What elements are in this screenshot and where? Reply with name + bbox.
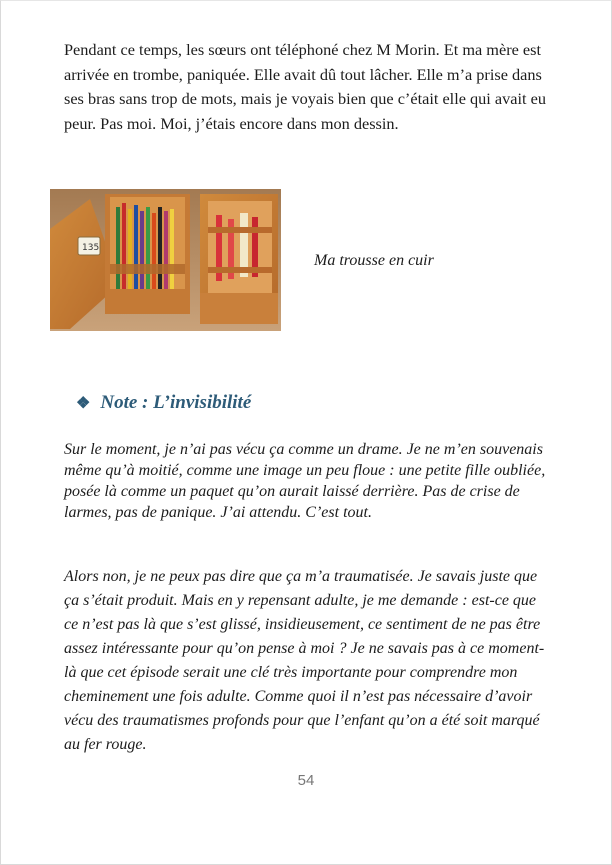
note-paragraph: Sur le moment, je n’ai pas vécu ça comme un drame. Je ne m’en souvenais même qu’à moitié, comme une image un peu floue : une petite fille oubliée, posée là comme un paquet qu’on aurait laissé derrière. Pas de crise de larmes, pas de panique. J’ai attendu. C’est tout. — [64, 441, 546, 521]
note-heading-text: Note : L’invisibilité — [100, 392, 252, 413]
body-paragraph: Pendant ce temps, les sœurs ont téléphoné chez M Morin. Et ma mère est arrivée en trombe, paniquée. Elle avait dû tout lâcher. Elle m’a prise dans ses bras sans trop de mots, mais je voyais bien que c’était elle qui avait eu peur. Pas moi. Moi, j’étais encore dans mon dessin. — [64, 40, 546, 133]
photo-caption: Ma trousse en cuir — [314, 252, 434, 269]
page-number: 54 — [297, 772, 315, 789]
leather-pencil-case-photo — [50, 189, 281, 331]
note-paragraph: Alors non, je ne peux pas dire que ça m’a traumatisée. Je savais juste que ça s’était produit. Mais en y repensant adulte, je me demande : est-ce que ce n’est pas là que s’est glissé, insidieusement, ce sentiment de ne pas être assez intéressante pour qu’on pense à moi ? Je ne savais pas à ce moment-là que cet épisode serait une clé très importante pour comprendre mon cheminement une fois adulte. Comme quoi il n’est pas nécessaire d’avoir vécu des traumatismes profonds pour que l’enfant qu’on a été soit marqué au fer rouge. — [64, 568, 545, 753]
diamond-bullet-icon: ❖ — [76, 395, 91, 412]
note-heading — [76, 392, 251, 414]
pencil-case-illustration — [50, 189, 281, 331]
tag-label: 135 — [82, 243, 100, 253]
